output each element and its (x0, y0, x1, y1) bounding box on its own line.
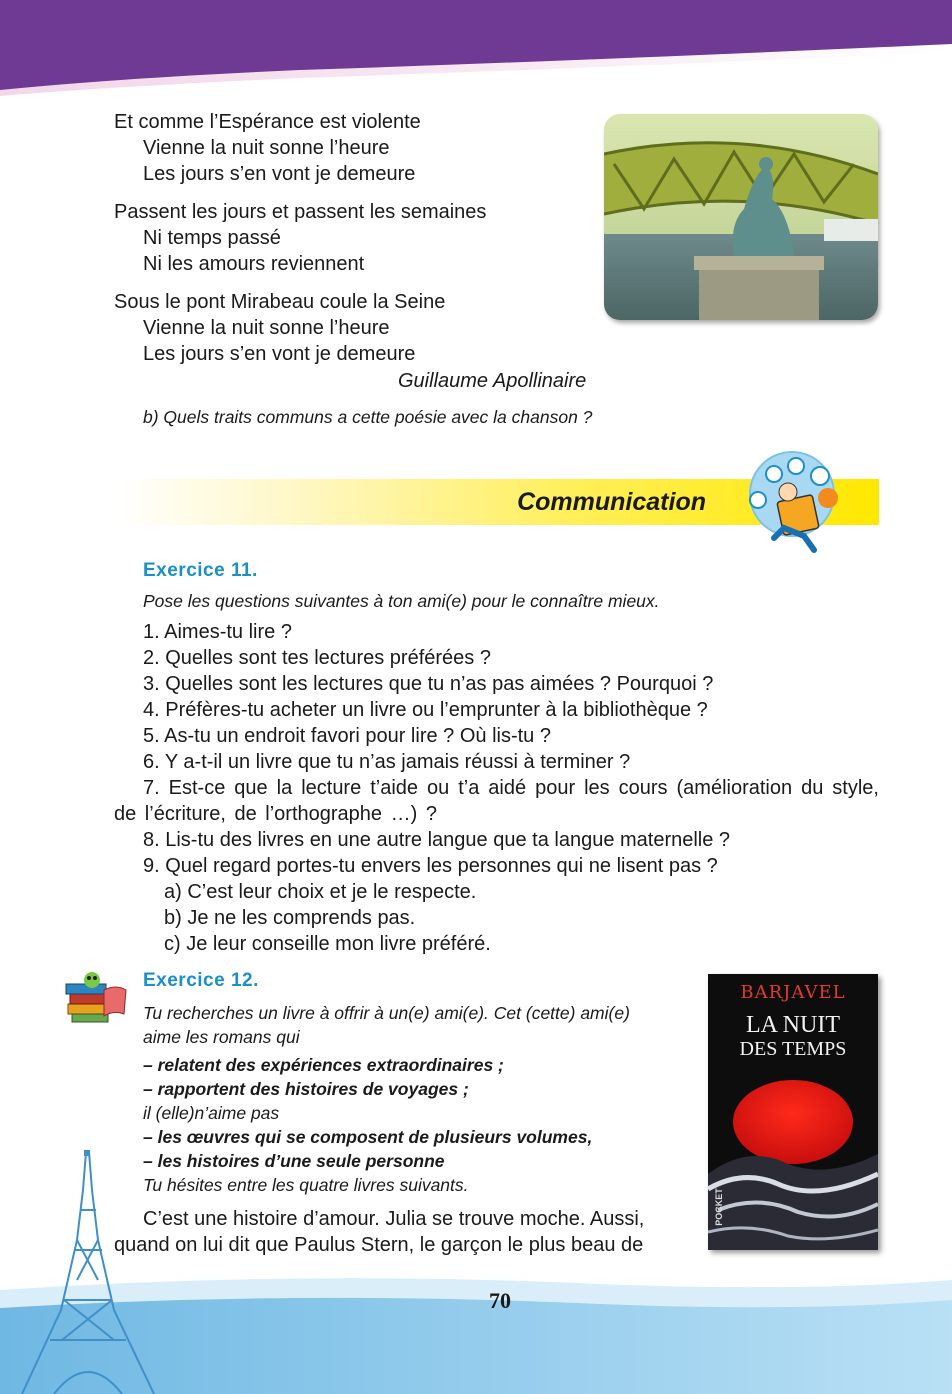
dislikes-item: – les œuvres qui se composent de plusieurs volumes, (143, 1127, 593, 1147)
book-cover (708, 974, 878, 1250)
dislike-intro: il (elle)n’aime pas (143, 1103, 280, 1123)
poem-line: Les jours s’en vont je demeure (143, 343, 416, 365)
list-item: 5. As-tu un endroit favori pour lire ? Où lis-tu ? (143, 725, 551, 747)
book-title: DES TEMPS (739, 1038, 847, 1060)
page-number: 70 (489, 1288, 511, 1313)
list-item: 7. Est-ce que la lecture t’aide ou t’a aidé pour les cours (amélioration du style, de l’écriture, de l’orthographe …) ? (114, 777, 879, 825)
list-item: 6. Y a-t-il un livre que tu n’as jamais réussi à terminer ? (143, 751, 631, 773)
likes-item: – rapportent des histoires de voyages ; (143, 1079, 469, 1099)
poem-author: Guillaume Apollinaire (398, 370, 587, 392)
exercise-12-title: Exercice 12. (143, 970, 259, 991)
list-item: 8. Lis-tu des livres en une autre langue que ta langue maternelle ? (143, 829, 731, 851)
list-item: 2. Quelles sont tes lectures préférées ? (143, 647, 491, 669)
poem-line: Vienne la nuit sonne l’heure (143, 317, 390, 339)
header-band (0, 0, 952, 110)
dislikes-item: – les histoires d’une seule personne (143, 1151, 445, 1171)
alphabet-kid-icon (744, 446, 844, 558)
list-item: 4. Préfères-tu acheter un livre ou l’emprunter à la bibliothèque ? (143, 699, 708, 721)
sub-list-item: b) Je ne les comprends pas. (164, 907, 416, 929)
poem-line: Et comme l’Espérance est violente (114, 111, 421, 133)
poem-line: Ni temps passé (143, 227, 281, 249)
book-author: BARJAVEL (740, 982, 846, 1003)
sub-list-item: a) C’est leur choix et je le respecte. (164, 881, 477, 903)
poem-line: Sous le pont Mirabeau coule la Seine (114, 291, 446, 313)
exercise-12-intro: Tu recherches un livre à offrir à un(e) ami(e). Cet (cette) ami(e) (143, 1003, 630, 1023)
list-item: 3. Quelles sont les lectures que tu n’as pas aimées ? Pourquoi ? (143, 673, 714, 695)
poem-line: Les jours s’en vont je demeure (143, 163, 416, 185)
book-title: LA NUIT (746, 1012, 840, 1038)
books-icon (64, 970, 136, 1026)
poem-line: Ni les amours reviennent (143, 253, 365, 275)
story-text: quand on lui dit que Paulus Stern, le garçon le plus beau de (114, 1234, 644, 1256)
eiffel-tower-icon (14, 1150, 164, 1394)
book-publisher: POCKET (713, 1188, 724, 1226)
exercise-11-title: Exercice 11. (143, 560, 258, 581)
exercise-11-instruction: Pose les questions suivantes à ton ami(e) pour le connaître mieux. (143, 591, 660, 611)
hesitation-text: Tu hésites entre les quatre livres suivants. (143, 1175, 469, 1195)
section-title: Communication (517, 488, 706, 516)
list-item: 1. Aimes-tu lire ? (143, 621, 292, 643)
likes-item: – relatent des expériences extraordinaires ; (143, 1055, 504, 1075)
sub-list-item: c) Je leur conseille mon livre préféré. (164, 933, 491, 955)
poem-line: Passent les jours et passent les semaines (114, 201, 487, 223)
list-item: 9. Quel regard portes-tu envers les personnes qui ne lisent pas ? (143, 855, 718, 877)
story-text: C’est une histoire d’amour. Julia se trouve moche. Aussi, (143, 1208, 645, 1230)
poem-line: Vienne la nuit sonne l’heure (143, 137, 390, 159)
exercise-12-intro: aime les romans qui (143, 1027, 300, 1047)
question-b: b) Quels traits communs a cette poésie avec la chanson ? (143, 407, 593, 427)
pont-mirabeau-photo (604, 114, 878, 320)
